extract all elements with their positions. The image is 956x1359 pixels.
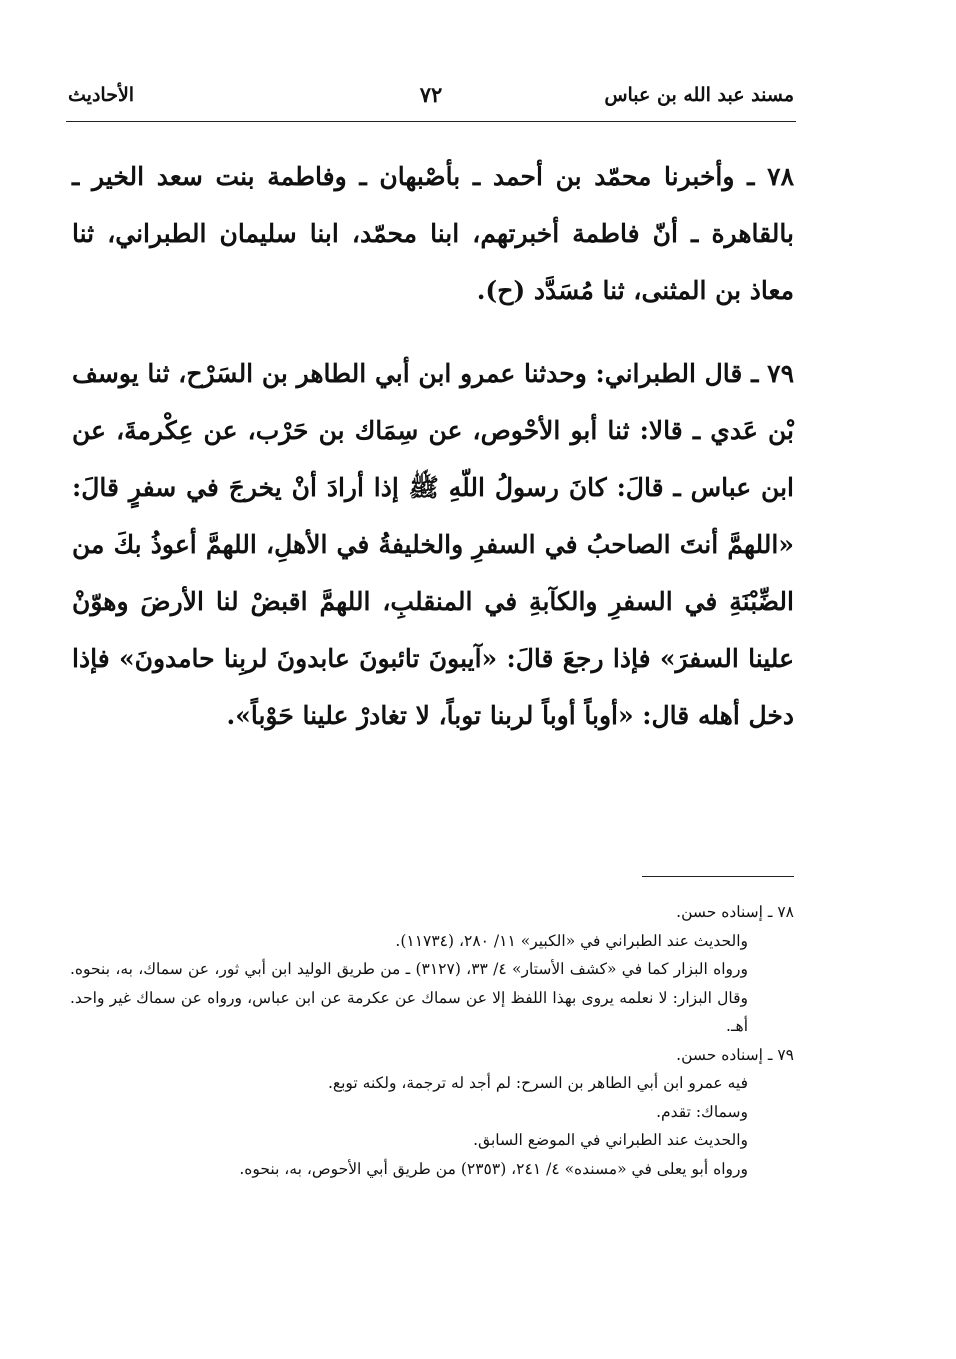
running-header (68, 82, 794, 118)
footnote-78-line: ورواه البزار كما في «كشف الأستار» ٤/ ٣٣، (٣١٢٧) ـ من طريق الوليد ابن أبي ثور، عن سماك، به، بنحوه. وقال البزار: لا نعلمه يروى بهذا اللفظ إلا عن سماك عن عكرمة عن ابن عباس، ورواه عن سماك غير واحد. أهـ. (70, 960, 748, 1035)
footnote-79-line: فيه عمرو ابن أبي الطاهر بن السرح: لم أجد له ترجمة، ولكنه توبع. (327, 1074, 748, 1092)
footnote-79-line: والحديث عند الطبراني في الموضع السابق. (473, 1131, 748, 1149)
footnote-divider (642, 876, 794, 877)
book-title: مسند عبد الله بن عباس (604, 84, 794, 106)
footnote-78-heading: ٧٨ ـ إسناده حسن. (676, 903, 794, 921)
section-title: الأحاديث (68, 84, 135, 106)
footnote-79-line: ورواه أبو يعلى في «مسنده» ٤/ ٢٤١، (٢٣٥٣) من طريق أبي الأحوص، به، بنحوه. (239, 1159, 748, 1178)
footnote-79-line: وسماك: تقدم. (656, 1102, 748, 1121)
footnote-78-line: والحديث عند الطبراني في «الكبير» ١١/ ٢٨٠، (١١٧٣٤). (395, 931, 748, 950)
hadith-78: ٧٨ ـ وأخبرنا محمّد بن أحمد ـ بأصْبهان ـ وفاطمة بنت سعد الخير ـ بالقاهرة ـ أنّ فاطمة أخبرتهم، ابنا محمّد، ابنا سليمان الطبراني، ثنا معاذ بن المثنى، ثنا مُسَدَّد (ح). (72, 162, 794, 305)
page-number: ٧٢ (419, 82, 443, 107)
footnotes (70, 898, 794, 1183)
main-text (72, 148, 794, 744)
footnote-79-heading: ٧٩ ـ إسناده حسن. (676, 1045, 794, 1064)
header-divider (66, 121, 796, 122)
hadith-79: ٧٩ ـ قال الطبراني: وحدثنا عمرو ابن أبي الطاهر بن السَرْح، ثنا يوسف بْن عَدي ـ قالا: ثنا أبو الأحْوص، عن سِمَاك بن حَرْب، عن عِكْرمةَ، عن ابن عباس ـ قالَ: كانَ رسولُ اللّهِ ﷺ إذا أرادَ أنْ يخرجَ في سفرٍ قالَ: «اللهمَّ أنتَ الصاحبُ في السفرِ والخليفةُ في الأهلِ، اللهمَّ أعوذُ بكَ من الضِّبْنَةِ في السفرِ والكآبةِ في المنقلبِ، اللهمَّ اقبضْ لنا الأرضَ وهوّنْ علينا السفرَ» فإذا رجعَ قالَ: «آيبونَ تائبونَ عابدونَ لربِنا حامدونَ» فإذا دخل أهله قال: «أوباً أوباً لربنا توباً، لا تغادرْ علينا حَوْباً». (72, 359, 794, 730)
